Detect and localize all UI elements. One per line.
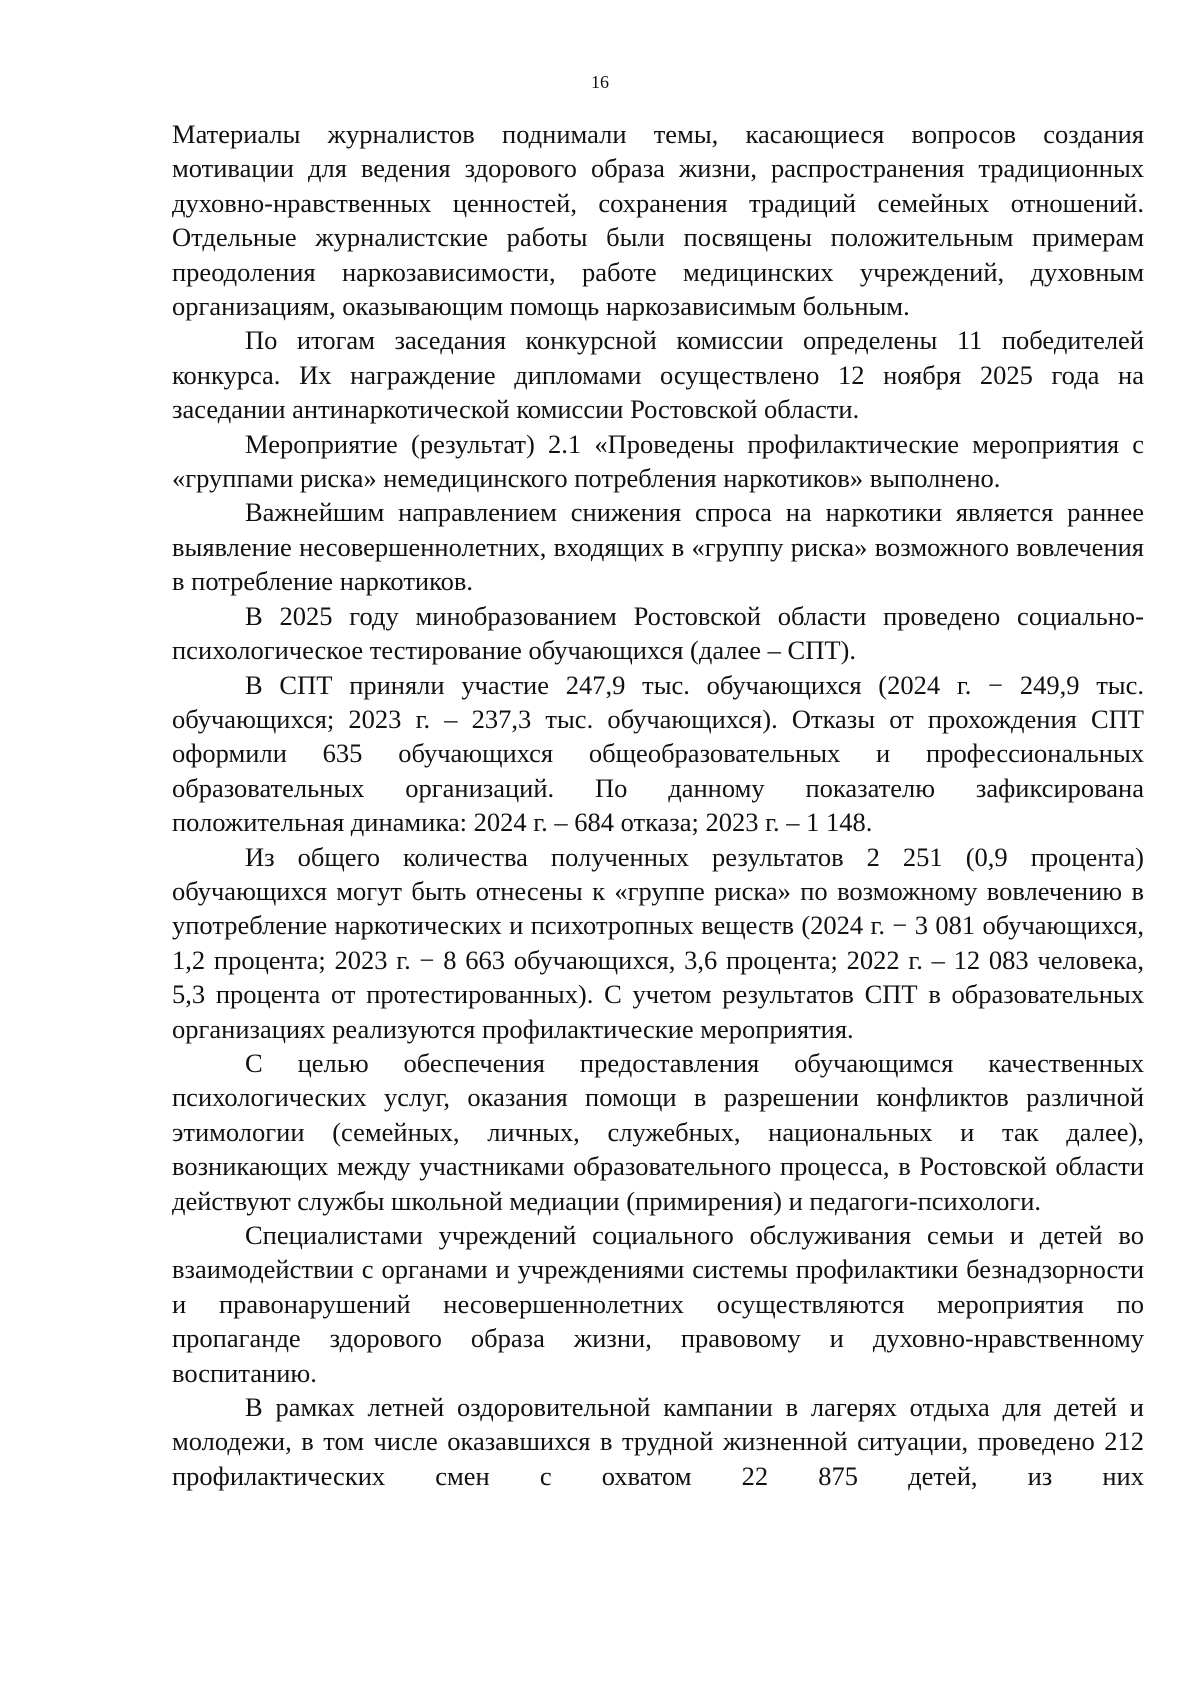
paragraph-3: Мероприятие (результат) 2.1 «Проведены профилактические мероприятия с «группами риска» немедицинского потребления наркотиков» выполнено. [172, 428, 1144, 494]
paragraph-9: Специалистами учреждений социального обслуживания семьи и детей во взаимодействии с органами и учреждениями системы профилактики безнадзорности и правонарушений несовершеннолетних осуществляются мероприятия по пропаганде здорового образа жизни, правовому и духовно-нравственному воспитанию. [172, 1220, 1144, 1388]
page-number: 16 [591, 72, 609, 92]
document-body [172, 117, 1144, 1493]
paragraph-10: В рамках летней оздоровительной кампании в лагерях отдыха для детей и молодежи, в том числе оказавшихся в трудной жизненной ситуации, проведено 212 профилактических смен с охватом 22 875 детей, из них [172, 1392, 1144, 1491]
paragraph-2: По итогам заседания конкурсной комиссии определены 11 победителей конкурса. Их награждение дипломами осуществлено 12 ноября 2025 года на заседании антинаркотической комиссии Ростовской области. [172, 325, 1144, 425]
paragraph-1: Материалы журналистов поднимали темы, касающиеся вопросов создания мотивации для ведения здорового образа жизни, распространения традиционных духовно-нравственных ценностей, сохранения традиций семейных отношений. Отдельные журналистские работы были посвящены положительным примерам преодоления наркозависимости, работе медицинских учреждений, духовным организациям, оказывающим помощь наркозависимым больным. [172, 119, 1144, 322]
paragraph-8: С целью обеспечения предоставления обучающимся качественных психологических услуг, оказания помощи в разрешении конфликтов различной этимологии (семейных, личных, служебных, национальных и так далее), возникающих между участниками образовательного процесса, в Ростовской области действуют службы школьной медиации (примирения) и педагоги-психологи. [172, 1047, 1144, 1216]
paragraph-7: Из общего количества полученных результатов 2 251 (0,9 процента) обучающихся могут быть отнесены к «группе риска» по возможному вовлечению в употребление наркотических и психотропных веществ (2024 г. − 3 081 обучающихся, 1,2 процента; 2023 г. − 8 663 обучающихся, 3,6 процента; 2022 г. – 12 083 человека, 5,3 процента от протестированных). С учетом результатов СПТ в образовательных организациях реализуются профилактические мероприятия. [172, 841, 1144, 1044]
paragraph-4: Важнейшим направлением снижения спроса на наркотики является раннее выявление несовершеннолетних, входящих в «группу риска» возможного вовлечения в потребление наркотиков. [172, 497, 1144, 597]
paragraph-5: В 2025 году минобразованием Ростовской области проведено социально-психологическое тестирование обучающихся (далее – СПТ). [172, 600, 1144, 666]
paragraph-6: В СПТ приняли участие 247,9 тыс. обучающихся (2024 г. − 249,9 тыс. обучающихся; 2023 г. – 237,3 тыс. обучающихся). Отказы от прохождения СПТ оформили 635 обучающихся общеобразовательных и профессиональных образовательных организаций. По данному показателю зафиксирована положительная динамика: 2024 г. – 684 отказа; 2023 г. – 1 148. [172, 669, 1144, 838]
